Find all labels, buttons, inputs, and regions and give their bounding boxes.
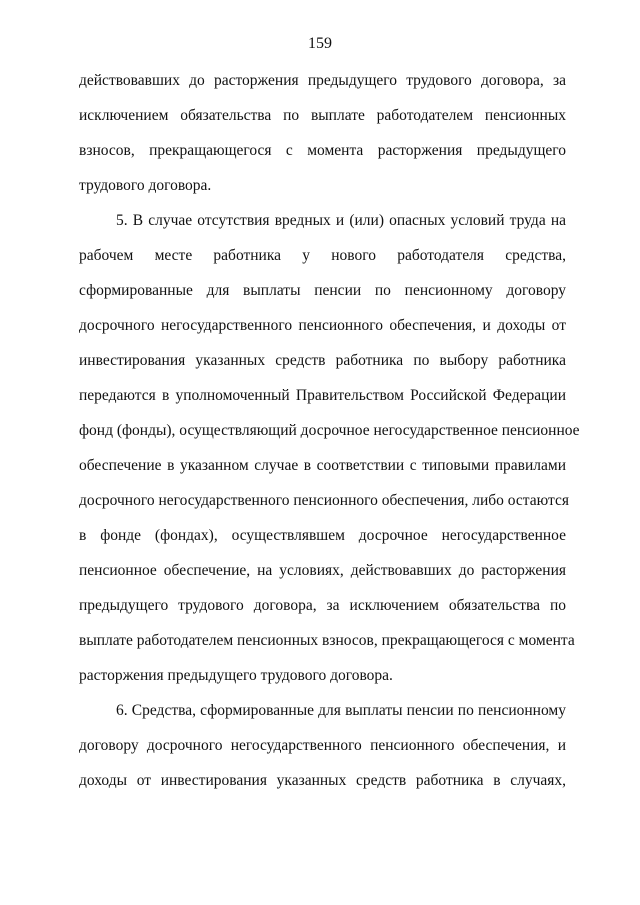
paragraph-6-first-line: 6. Средства, сформированные для выплаты пенсии по пенсионному: [116, 702, 566, 719]
text-line: исключением обязательства по выплате работодателем пенсионных: [79, 107, 566, 124]
text-line: сформированные для выплаты пенсии по пенсионному договору: [79, 282, 566, 299]
text-line: в фонде (фондах), осуществлявшем досрочное негосударственное: [79, 527, 566, 544]
text-line: договору досрочного негосударственного пенсионного обеспечения, и: [79, 737, 566, 754]
text-line: выплате работодателем пенсионных взносов, прекращающегося с момента: [79, 632, 575, 649]
text-line: фонд (фонды), осуществляющий досрочное негосударственное пенсионное: [79, 422, 580, 439]
text-line: досрочного негосударственного пенсионного обеспечения, либо остаются: [79, 492, 569, 509]
paragraph-5-first-line: 5. В случае отсутствия вредных и (или) опасных условий труда на: [116, 212, 566, 229]
text-line: доходы от инвестирования указанных средств работника в случаях,: [79, 772, 566, 789]
text-line: передаются в уполномоченный Правительством Российской Федерации: [79, 387, 566, 404]
text-line: трудового договора.: [79, 177, 212, 194]
text-line: взносов, прекращающегося с момента расторжения предыдущего: [79, 142, 566, 159]
text-line: обеспечение в указанном случае в соответствии с типовыми правилами: [79, 457, 566, 474]
text-line: досрочного негосударственного пенсионного обеспечения, и доходы от: [79, 317, 566, 334]
text-line: предыдущего трудового договора, за исключением обязательства по: [79, 597, 566, 614]
text-line: рабочем месте работника у нового работодателя средства,: [79, 247, 566, 264]
text-line: действовавших до расторжения предыдущего трудового договора, за: [79, 72, 566, 89]
text-line: инвестирования указанных средств работника по выбору работника: [79, 352, 566, 369]
text-line: пенсионное обеспечение, на условиях, действовавших до расторжения: [79, 562, 566, 579]
text-line: расторжения предыдущего трудового договора.: [79, 667, 393, 684]
page-number: 159: [308, 35, 332, 52]
